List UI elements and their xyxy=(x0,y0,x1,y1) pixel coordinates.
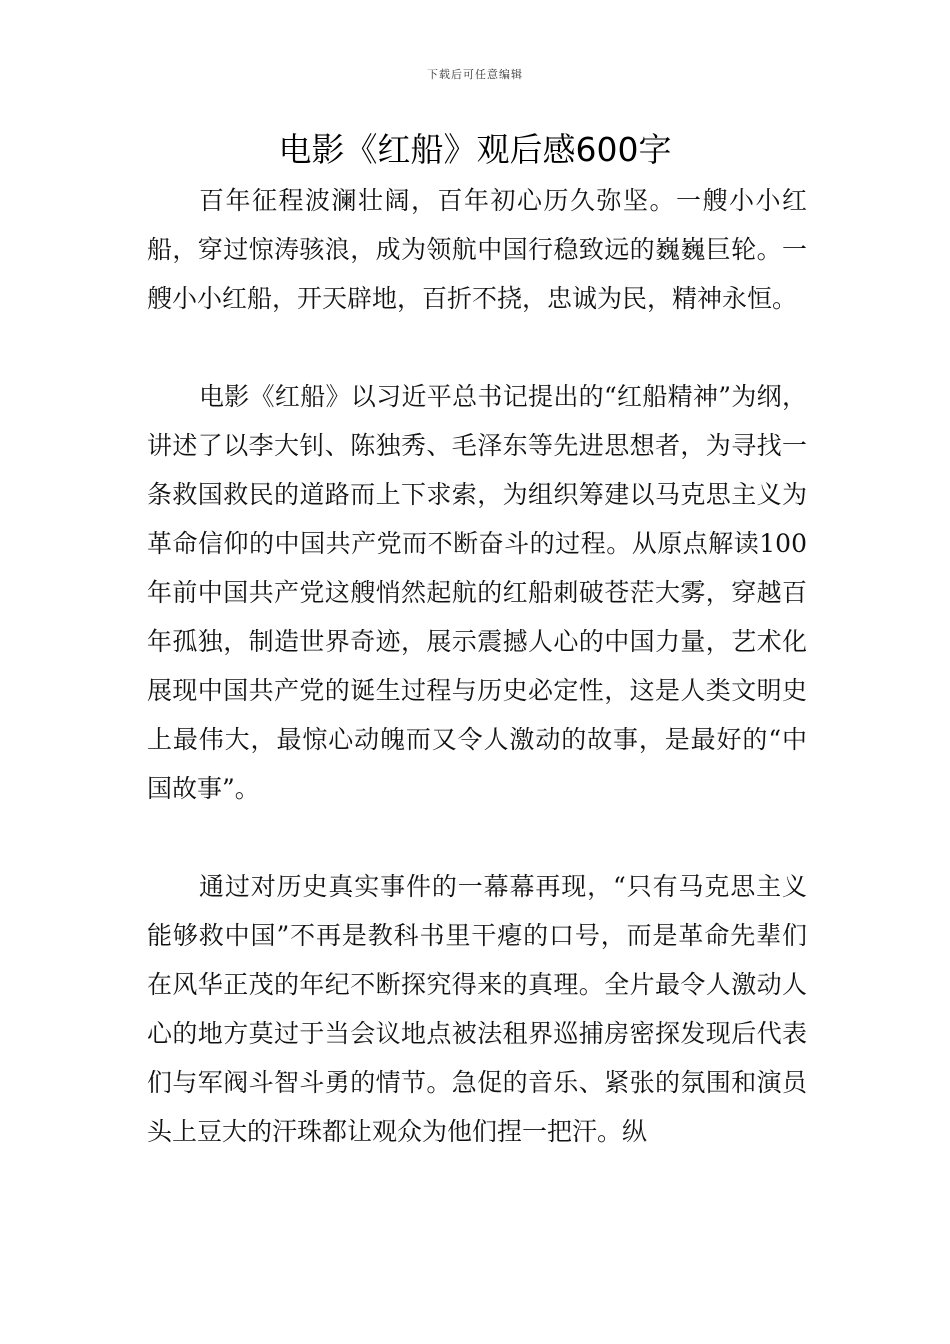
paragraph-2: 电影《红船》以习近平总书记提出的“红船精神”为纲，讲述了以李大钊、陈独秀、毛泽东等先进思想者，为寻找一条救国救民的道路而上下求索，为组织筹建以马克思主义为革命信仰的中国共产党而不断奋斗的过程。从原点解读100年前中国共产党这艘悄然起航的红船刺破苍茫大雾，穿越百年孤独，制造世界奇迹，展示震撼人心的中国力量，艺术化展现中国共产党的诞生过程与历史必定性，这是人类文明史上最伟大，最惊心动魄而又令人激动的故事，是最好的“中国故事”。 xyxy=(147,382,807,803)
paragraph-spacer xyxy=(147,813,807,862)
header-note: 下载后可任意编辑 xyxy=(427,68,523,81)
document-body xyxy=(147,176,807,1156)
paragraph-1: 百年征程波澜壮阔，百年初心历久弥坚。一艘小小红船，穿过惊涛骇浪，成为领航中国行稳致远的巍巍巨轮。一艘小小红船，开天辟地，百折不挠，忠诚为民，精神永恒。 xyxy=(147,186,807,313)
document-title: 电影《红船》观后感600字 xyxy=(278,130,672,169)
paragraph-spacer xyxy=(147,323,807,372)
paragraph-3: 通过对历史真实事件的一幕幕再现，“只有马克思主义能够救中国”不再是教科书里干瘪的口号，而是革命先辈们在风华正茂的年纪不断探究得来的真理。全片最令人激动人心的地方莫过于当会议地点被法租界巡捕房密探发现后代表们与军阀斗智斗勇的情节。急促的音乐、紧张的氛围和演员头上豆大的汗珠都让观众为他们捏一把汗。纵 xyxy=(147,872,807,1146)
